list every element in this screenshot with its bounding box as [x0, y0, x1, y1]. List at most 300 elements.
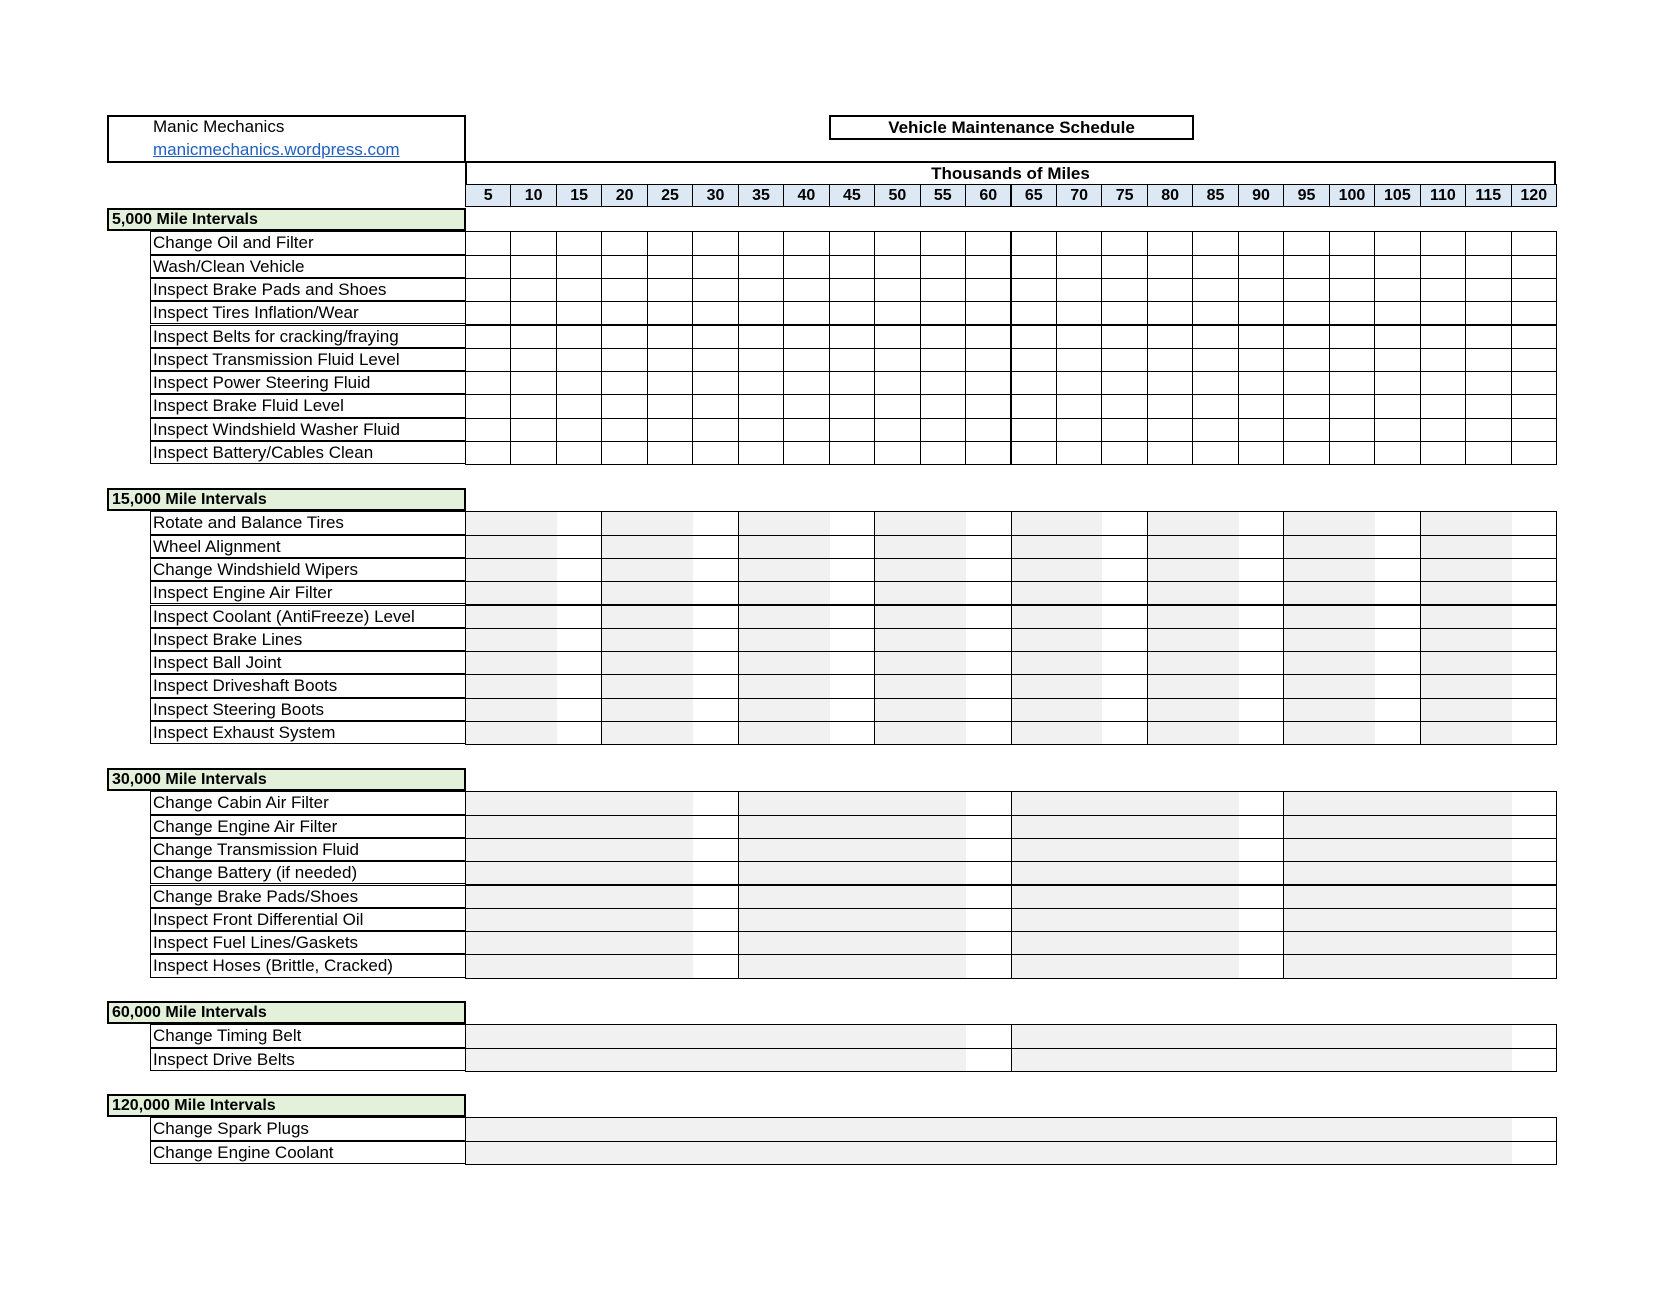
check-cell[interactable]	[874, 721, 1011, 745]
check-cell[interactable]	[965, 255, 1011, 279]
check-cell[interactable]	[692, 325, 738, 349]
check-cell[interactable]	[601, 628, 738, 652]
check-cell[interactable]	[1147, 418, 1193, 442]
check-cell[interactable]	[1011, 1048, 1558, 1072]
check-cell[interactable]	[1192, 255, 1238, 279]
check-cell[interactable]	[1238, 418, 1284, 442]
check-cell[interactable]	[556, 278, 602, 302]
check-cell[interactable]	[783, 348, 829, 372]
check-cell[interactable]	[783, 255, 829, 279]
check-cell[interactable]	[1011, 581, 1148, 605]
check-cell[interactable]	[738, 791, 1012, 815]
check-cell[interactable]	[465, 301, 511, 325]
check-cell[interactable]	[1056, 301, 1102, 325]
check-cell[interactable]	[465, 791, 739, 815]
check-cell[interactable]	[738, 605, 875, 629]
check-cell[interactable]	[874, 605, 1011, 629]
check-cell[interactable]	[556, 394, 602, 418]
check-cell[interactable]	[1192, 394, 1238, 418]
check-cell[interactable]	[692, 394, 738, 418]
check-cell[interactable]	[1011, 511, 1148, 535]
check-cell[interactable]	[1147, 628, 1284, 652]
check-cell[interactable]	[920, 394, 966, 418]
check-cell[interactable]	[1147, 558, 1284, 582]
check-cell[interactable]	[601, 278, 647, 302]
check-cell[interactable]	[829, 231, 875, 255]
check-cell[interactable]	[1056, 371, 1102, 395]
check-cell[interactable]	[1101, 441, 1147, 465]
check-cell[interactable]	[1238, 441, 1284, 465]
check-cell[interactable]	[601, 605, 738, 629]
check-cell[interactable]	[465, 628, 602, 652]
check-cell[interactable]	[1420, 255, 1466, 279]
check-cell[interactable]	[1511, 278, 1557, 302]
check-cell[interactable]	[738, 301, 784, 325]
check-cell[interactable]	[692, 348, 738, 372]
check-cell[interactable]	[1329, 441, 1375, 465]
check-cell[interactable]	[647, 371, 693, 395]
check-cell[interactable]	[1147, 674, 1284, 698]
check-cell[interactable]	[965, 418, 1011, 442]
check-cell[interactable]	[1011, 231, 1057, 255]
check-cell[interactable]	[647, 418, 693, 442]
check-cell[interactable]	[465, 605, 602, 629]
check-cell[interactable]	[1192, 441, 1238, 465]
check-cell[interactable]	[874, 558, 1011, 582]
check-cell[interactable]	[1238, 348, 1284, 372]
check-cell[interactable]	[1283, 511, 1420, 535]
check-cell[interactable]	[738, 861, 1012, 885]
check-cell[interactable]	[1465, 394, 1511, 418]
check-cell[interactable]	[1011, 838, 1285, 862]
check-cell[interactable]	[874, 511, 1011, 535]
check-cell[interactable]	[965, 231, 1011, 255]
check-cell[interactable]	[692, 418, 738, 442]
check-cell[interactable]	[465, 418, 511, 442]
check-cell[interactable]	[874, 231, 920, 255]
check-cell[interactable]	[465, 861, 739, 885]
check-cell[interactable]	[965, 371, 1011, 395]
check-cell[interactable]	[738, 815, 1012, 839]
check-cell[interactable]	[647, 231, 693, 255]
check-cell[interactable]	[465, 721, 602, 745]
check-cell[interactable]	[1511, 255, 1557, 279]
check-cell[interactable]	[556, 441, 602, 465]
check-cell[interactable]	[1011, 394, 1057, 418]
check-cell[interactable]	[1147, 255, 1193, 279]
check-cell[interactable]	[738, 348, 784, 372]
check-cell[interactable]	[1192, 325, 1238, 349]
check-cell[interactable]	[1011, 605, 1148, 629]
check-cell[interactable]	[783, 418, 829, 442]
check-cell[interactable]	[1283, 791, 1557, 815]
check-cell[interactable]	[738, 231, 784, 255]
check-cell[interactable]	[738, 908, 1012, 932]
check-cell[interactable]	[601, 558, 738, 582]
check-cell[interactable]	[1511, 325, 1557, 349]
check-cell[interactable]	[465, 558, 602, 582]
check-cell[interactable]	[1101, 278, 1147, 302]
check-cell[interactable]	[1011, 721, 1148, 745]
check-cell[interactable]	[1238, 301, 1284, 325]
check-cell[interactable]	[1511, 348, 1557, 372]
check-cell[interactable]	[829, 348, 875, 372]
check-cell[interactable]	[1465, 255, 1511, 279]
check-cell[interactable]	[465, 231, 511, 255]
check-cell[interactable]	[465, 348, 511, 372]
check-cell[interactable]	[1420, 628, 1557, 652]
check-cell[interactable]	[920, 371, 966, 395]
check-cell[interactable]	[601, 348, 647, 372]
check-cell[interactable]	[601, 418, 647, 442]
check-cell[interactable]	[829, 255, 875, 279]
check-cell[interactable]	[601, 371, 647, 395]
check-cell[interactable]	[601, 581, 738, 605]
check-cell[interactable]	[1011, 418, 1057, 442]
check-cell[interactable]	[465, 325, 511, 349]
check-cell[interactable]	[738, 581, 875, 605]
check-cell[interactable]	[1147, 535, 1284, 559]
check-cell[interactable]	[1283, 535, 1420, 559]
check-cell[interactable]	[601, 651, 738, 675]
check-cell[interactable]	[1283, 255, 1329, 279]
check-cell[interactable]	[601, 698, 738, 722]
check-cell[interactable]	[1056, 394, 1102, 418]
check-cell[interactable]	[1465, 348, 1511, 372]
check-cell[interactable]	[1420, 698, 1557, 722]
check-cell[interactable]	[874, 651, 1011, 675]
check-cell[interactable]	[1192, 418, 1238, 442]
check-cell[interactable]	[1011, 674, 1148, 698]
check-cell[interactable]	[1420, 231, 1466, 255]
check-cell[interactable]	[1374, 325, 1420, 349]
check-cell[interactable]	[510, 418, 556, 442]
check-cell[interactable]	[1238, 278, 1284, 302]
check-cell[interactable]	[1011, 278, 1057, 302]
check-cell[interactable]	[647, 255, 693, 279]
check-cell[interactable]	[965, 325, 1011, 349]
check-cell[interactable]	[692, 441, 738, 465]
check-cell[interactable]	[1329, 231, 1375, 255]
check-cell[interactable]	[1420, 278, 1466, 302]
check-cell[interactable]	[510, 278, 556, 302]
check-cell[interactable]	[1011, 628, 1148, 652]
check-cell[interactable]	[1101, 255, 1147, 279]
check-cell[interactable]	[1283, 581, 1420, 605]
check-cell[interactable]	[1283, 301, 1329, 325]
check-cell[interactable]	[1465, 231, 1511, 255]
check-cell[interactable]	[1101, 371, 1147, 395]
check-cell[interactable]	[1056, 441, 1102, 465]
check-cell[interactable]	[1283, 231, 1329, 255]
check-cell[interactable]	[1283, 651, 1420, 675]
check-cell[interactable]	[1011, 651, 1148, 675]
check-cell[interactable]	[1374, 441, 1420, 465]
brand-link[interactable]: manicmechanics.wordpress.com	[153, 140, 400, 159]
check-cell[interactable]	[647, 441, 693, 465]
check-cell[interactable]	[874, 581, 1011, 605]
check-cell[interactable]	[465, 954, 739, 978]
check-cell[interactable]	[1374, 348, 1420, 372]
check-cell[interactable]	[1011, 535, 1148, 559]
check-cell[interactable]	[465, 394, 511, 418]
check-cell[interactable]	[1011, 791, 1285, 815]
check-cell[interactable]	[692, 231, 738, 255]
check-cell[interactable]	[1283, 674, 1420, 698]
check-cell[interactable]	[1283, 558, 1420, 582]
check-cell[interactable]	[647, 301, 693, 325]
check-cell[interactable]	[738, 394, 784, 418]
check-cell[interactable]	[920, 348, 966, 372]
check-cell[interactable]	[783, 371, 829, 395]
check-cell[interactable]	[874, 441, 920, 465]
check-cell[interactable]	[874, 278, 920, 302]
check-cell[interactable]	[1192, 278, 1238, 302]
check-cell[interactable]	[829, 441, 875, 465]
check-cell[interactable]	[510, 231, 556, 255]
check-cell[interactable]	[874, 394, 920, 418]
check-cell[interactable]	[738, 931, 1012, 955]
check-cell[interactable]	[1420, 348, 1466, 372]
check-cell[interactable]	[510, 348, 556, 372]
check-cell[interactable]	[738, 278, 784, 302]
check-cell[interactable]	[1329, 278, 1375, 302]
check-cell[interactable]	[738, 371, 784, 395]
check-cell[interactable]	[465, 885, 739, 909]
check-cell[interactable]	[601, 721, 738, 745]
check-cell[interactable]	[1329, 394, 1375, 418]
check-cell[interactable]	[1147, 651, 1284, 675]
check-cell[interactable]	[1238, 255, 1284, 279]
check-cell[interactable]	[1420, 605, 1557, 629]
check-cell[interactable]	[920, 301, 966, 325]
check-cell[interactable]	[1147, 721, 1284, 745]
check-cell[interactable]	[1283, 325, 1329, 349]
check-cell[interactable]	[1238, 325, 1284, 349]
check-cell[interactable]	[738, 838, 1012, 862]
check-cell[interactable]	[1147, 511, 1284, 535]
check-cell[interactable]	[1420, 325, 1466, 349]
check-cell[interactable]	[556, 301, 602, 325]
check-cell[interactable]	[1283, 838, 1557, 862]
check-cell[interactable]	[1238, 371, 1284, 395]
check-cell[interactable]	[783, 231, 829, 255]
check-cell[interactable]	[1511, 301, 1557, 325]
check-cell[interactable]	[465, 674, 602, 698]
check-cell[interactable]	[1101, 301, 1147, 325]
check-cell[interactable]	[1011, 954, 1285, 978]
check-cell[interactable]	[1238, 231, 1284, 255]
check-cell[interactable]	[601, 441, 647, 465]
check-cell[interactable]	[1511, 418, 1557, 442]
check-cell[interactable]	[1420, 394, 1466, 418]
check-cell[interactable]	[1056, 348, 1102, 372]
check-cell[interactable]	[1283, 721, 1420, 745]
check-cell[interactable]	[1101, 394, 1147, 418]
check-cell[interactable]	[1011, 1024, 1558, 1048]
check-cell[interactable]	[465, 1141, 1557, 1165]
check-cell[interactable]	[1374, 394, 1420, 418]
check-cell[interactable]	[556, 231, 602, 255]
check-cell[interactable]	[965, 278, 1011, 302]
check-cell[interactable]	[783, 441, 829, 465]
check-cell[interactable]	[1056, 255, 1102, 279]
check-cell[interactable]	[874, 255, 920, 279]
check-cell[interactable]	[1420, 558, 1557, 582]
check-cell[interactable]	[1192, 371, 1238, 395]
check-cell[interactable]	[1283, 418, 1329, 442]
check-cell[interactable]	[510, 394, 556, 418]
check-cell[interactable]	[692, 255, 738, 279]
check-cell[interactable]	[965, 394, 1011, 418]
check-cell[interactable]	[1420, 441, 1466, 465]
check-cell[interactable]	[1011, 558, 1148, 582]
check-cell[interactable]	[738, 255, 784, 279]
check-cell[interactable]	[1147, 301, 1193, 325]
check-cell[interactable]	[601, 535, 738, 559]
check-cell[interactable]	[1511, 231, 1557, 255]
check-cell[interactable]	[1147, 325, 1193, 349]
check-cell[interactable]	[601, 511, 738, 535]
check-cell[interactable]	[1147, 441, 1193, 465]
check-cell[interactable]	[829, 325, 875, 349]
check-cell[interactable]	[465, 511, 602, 535]
check-cell[interactable]	[465, 1048, 1012, 1072]
check-cell[interactable]	[1420, 371, 1466, 395]
check-cell[interactable]	[1147, 348, 1193, 372]
check-cell[interactable]	[1147, 231, 1193, 255]
check-cell[interactable]	[556, 348, 602, 372]
check-cell[interactable]	[1101, 418, 1147, 442]
check-cell[interactable]	[1101, 231, 1147, 255]
check-cell[interactable]	[465, 908, 739, 932]
check-cell[interactable]	[1238, 394, 1284, 418]
check-cell[interactable]	[601, 255, 647, 279]
check-cell[interactable]	[556, 371, 602, 395]
check-cell[interactable]	[510, 371, 556, 395]
check-cell[interactable]	[510, 325, 556, 349]
check-cell[interactable]	[1420, 511, 1557, 535]
check-cell[interactable]	[783, 278, 829, 302]
check-cell[interactable]	[920, 231, 966, 255]
check-cell[interactable]	[1374, 371, 1420, 395]
check-cell[interactable]	[920, 255, 966, 279]
check-cell[interactable]	[1011, 255, 1057, 279]
check-cell[interactable]	[1283, 628, 1420, 652]
check-cell[interactable]	[829, 371, 875, 395]
check-cell[interactable]	[1283, 908, 1557, 932]
check-cell[interactable]	[738, 418, 784, 442]
check-cell[interactable]	[692, 301, 738, 325]
check-cell[interactable]	[1011, 348, 1057, 372]
check-cell[interactable]	[738, 535, 875, 559]
check-cell[interactable]	[465, 931, 739, 955]
check-cell[interactable]	[738, 325, 784, 349]
check-cell[interactable]	[1147, 605, 1284, 629]
check-cell[interactable]	[1283, 605, 1420, 629]
check-cell[interactable]	[601, 231, 647, 255]
check-cell[interactable]	[1511, 394, 1557, 418]
check-cell[interactable]	[465, 255, 511, 279]
check-cell[interactable]	[874, 698, 1011, 722]
check-cell[interactable]	[1283, 954, 1557, 978]
check-cell[interactable]	[465, 698, 602, 722]
check-cell[interactable]	[1011, 931, 1285, 955]
check-cell[interactable]	[1101, 325, 1147, 349]
check-cell[interactable]	[1420, 581, 1557, 605]
check-cell[interactable]	[1420, 301, 1466, 325]
check-cell[interactable]	[874, 301, 920, 325]
check-cell[interactable]	[1192, 231, 1238, 255]
check-cell[interactable]	[1011, 441, 1057, 465]
check-cell[interactable]	[465, 1024, 1012, 1048]
check-cell[interactable]	[465, 838, 739, 862]
check-cell[interactable]	[556, 325, 602, 349]
check-cell[interactable]	[920, 325, 966, 349]
check-cell[interactable]	[965, 348, 1011, 372]
check-cell[interactable]	[601, 301, 647, 325]
check-cell[interactable]	[1011, 815, 1285, 839]
check-cell[interactable]	[1056, 325, 1102, 349]
check-cell[interactable]	[829, 278, 875, 302]
check-cell[interactable]	[874, 348, 920, 372]
check-cell[interactable]	[783, 394, 829, 418]
check-cell[interactable]	[829, 418, 875, 442]
check-cell[interactable]	[465, 441, 511, 465]
check-cell[interactable]	[1374, 255, 1420, 279]
check-cell[interactable]	[1420, 674, 1557, 698]
check-cell[interactable]	[874, 628, 1011, 652]
check-cell[interactable]	[965, 301, 1011, 325]
check-cell[interactable]	[1465, 441, 1511, 465]
check-cell[interactable]	[692, 371, 738, 395]
check-cell[interactable]	[738, 674, 875, 698]
check-cell[interactable]	[1147, 581, 1284, 605]
check-cell[interactable]	[1465, 418, 1511, 442]
check-cell[interactable]	[465, 581, 602, 605]
check-cell[interactable]	[1011, 861, 1285, 885]
check-cell[interactable]	[465, 535, 602, 559]
check-cell[interactable]	[783, 301, 829, 325]
check-cell[interactable]	[1465, 301, 1511, 325]
check-cell[interactable]	[1374, 301, 1420, 325]
check-cell[interactable]	[1011, 301, 1057, 325]
check-cell[interactable]	[1283, 441, 1329, 465]
check-cell[interactable]	[1465, 371, 1511, 395]
check-cell[interactable]	[1283, 348, 1329, 372]
check-cell[interactable]	[647, 325, 693, 349]
check-cell[interactable]	[1329, 348, 1375, 372]
check-cell[interactable]	[1011, 325, 1057, 349]
check-cell[interactable]	[1329, 255, 1375, 279]
check-cell[interactable]	[647, 394, 693, 418]
check-cell[interactable]	[1011, 885, 1285, 909]
check-cell[interactable]	[874, 418, 920, 442]
check-cell[interactable]	[1056, 278, 1102, 302]
check-cell[interactable]	[556, 255, 602, 279]
check-cell[interactable]	[1192, 348, 1238, 372]
check-cell[interactable]	[1374, 418, 1420, 442]
check-cell[interactable]	[738, 651, 875, 675]
check-cell[interactable]	[1465, 278, 1511, 302]
check-cell[interactable]	[1329, 301, 1375, 325]
check-cell[interactable]	[465, 278, 511, 302]
check-cell[interactable]	[1465, 325, 1511, 349]
check-cell[interactable]	[1420, 535, 1557, 559]
check-cell[interactable]	[601, 674, 738, 698]
check-cell[interactable]	[647, 348, 693, 372]
check-cell[interactable]	[965, 441, 1011, 465]
